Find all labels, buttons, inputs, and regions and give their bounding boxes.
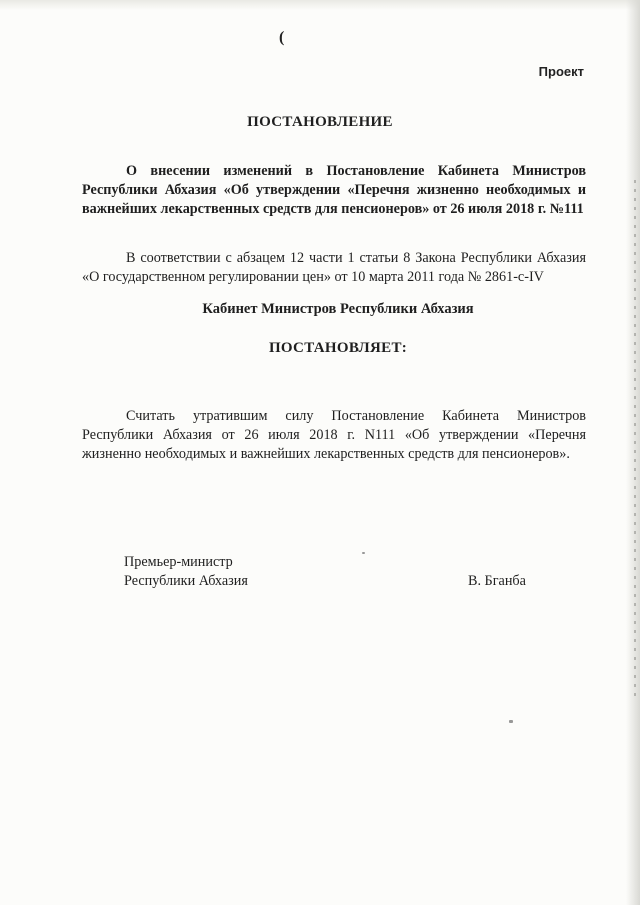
signatory-position (124, 553, 248, 591)
document-title: ПОСТАНОВЛЕНИЕ (247, 114, 393, 130)
draft-label: Проект (538, 64, 584, 79)
issuer-heading: Кабинет Министров Республики Абхазия (202, 301, 474, 317)
handwritten-mark: ( (279, 29, 285, 46)
scan-speck (362, 552, 365, 554)
resolution-paragraph: Считать утратившим силу Постановление Кабинета Министров Республики Абхазия от 26 июля 2018 г. N111 «Об утверждении «Перечня жизненно необходимых и важнейших лекарственных средств для пенсионеров». (82, 408, 586, 462)
decrees-heading: ПОСТАНОВЛЯЕТ: (268, 340, 408, 356)
signatory-position-line1: Премьер-министр (124, 554, 233, 570)
scan-edge-right (626, 0, 640, 905)
preamble-paragraph: В соответствии с абзацем 12 части 1 статьи 8 Закона Республики Абхазия «О государственном регулировании цен» от 10 марта 2011 года № 2861-с-IV (82, 250, 586, 285)
scan-edge-top (0, 0, 640, 10)
signatory-position-line2: Республики Абхазия (124, 573, 248, 589)
signatory-name: В. Бганба (468, 573, 526, 589)
document-subject: О внесении изменений в Постановление Кабинета Министров Республики Абхазия «Об утверждении «Перечня жизненно необходимых и важнейших лекарственных средств для пенсионеров» от 26 июля 2018 г. №111 (82, 163, 586, 217)
scan-speck (509, 720, 513, 723)
